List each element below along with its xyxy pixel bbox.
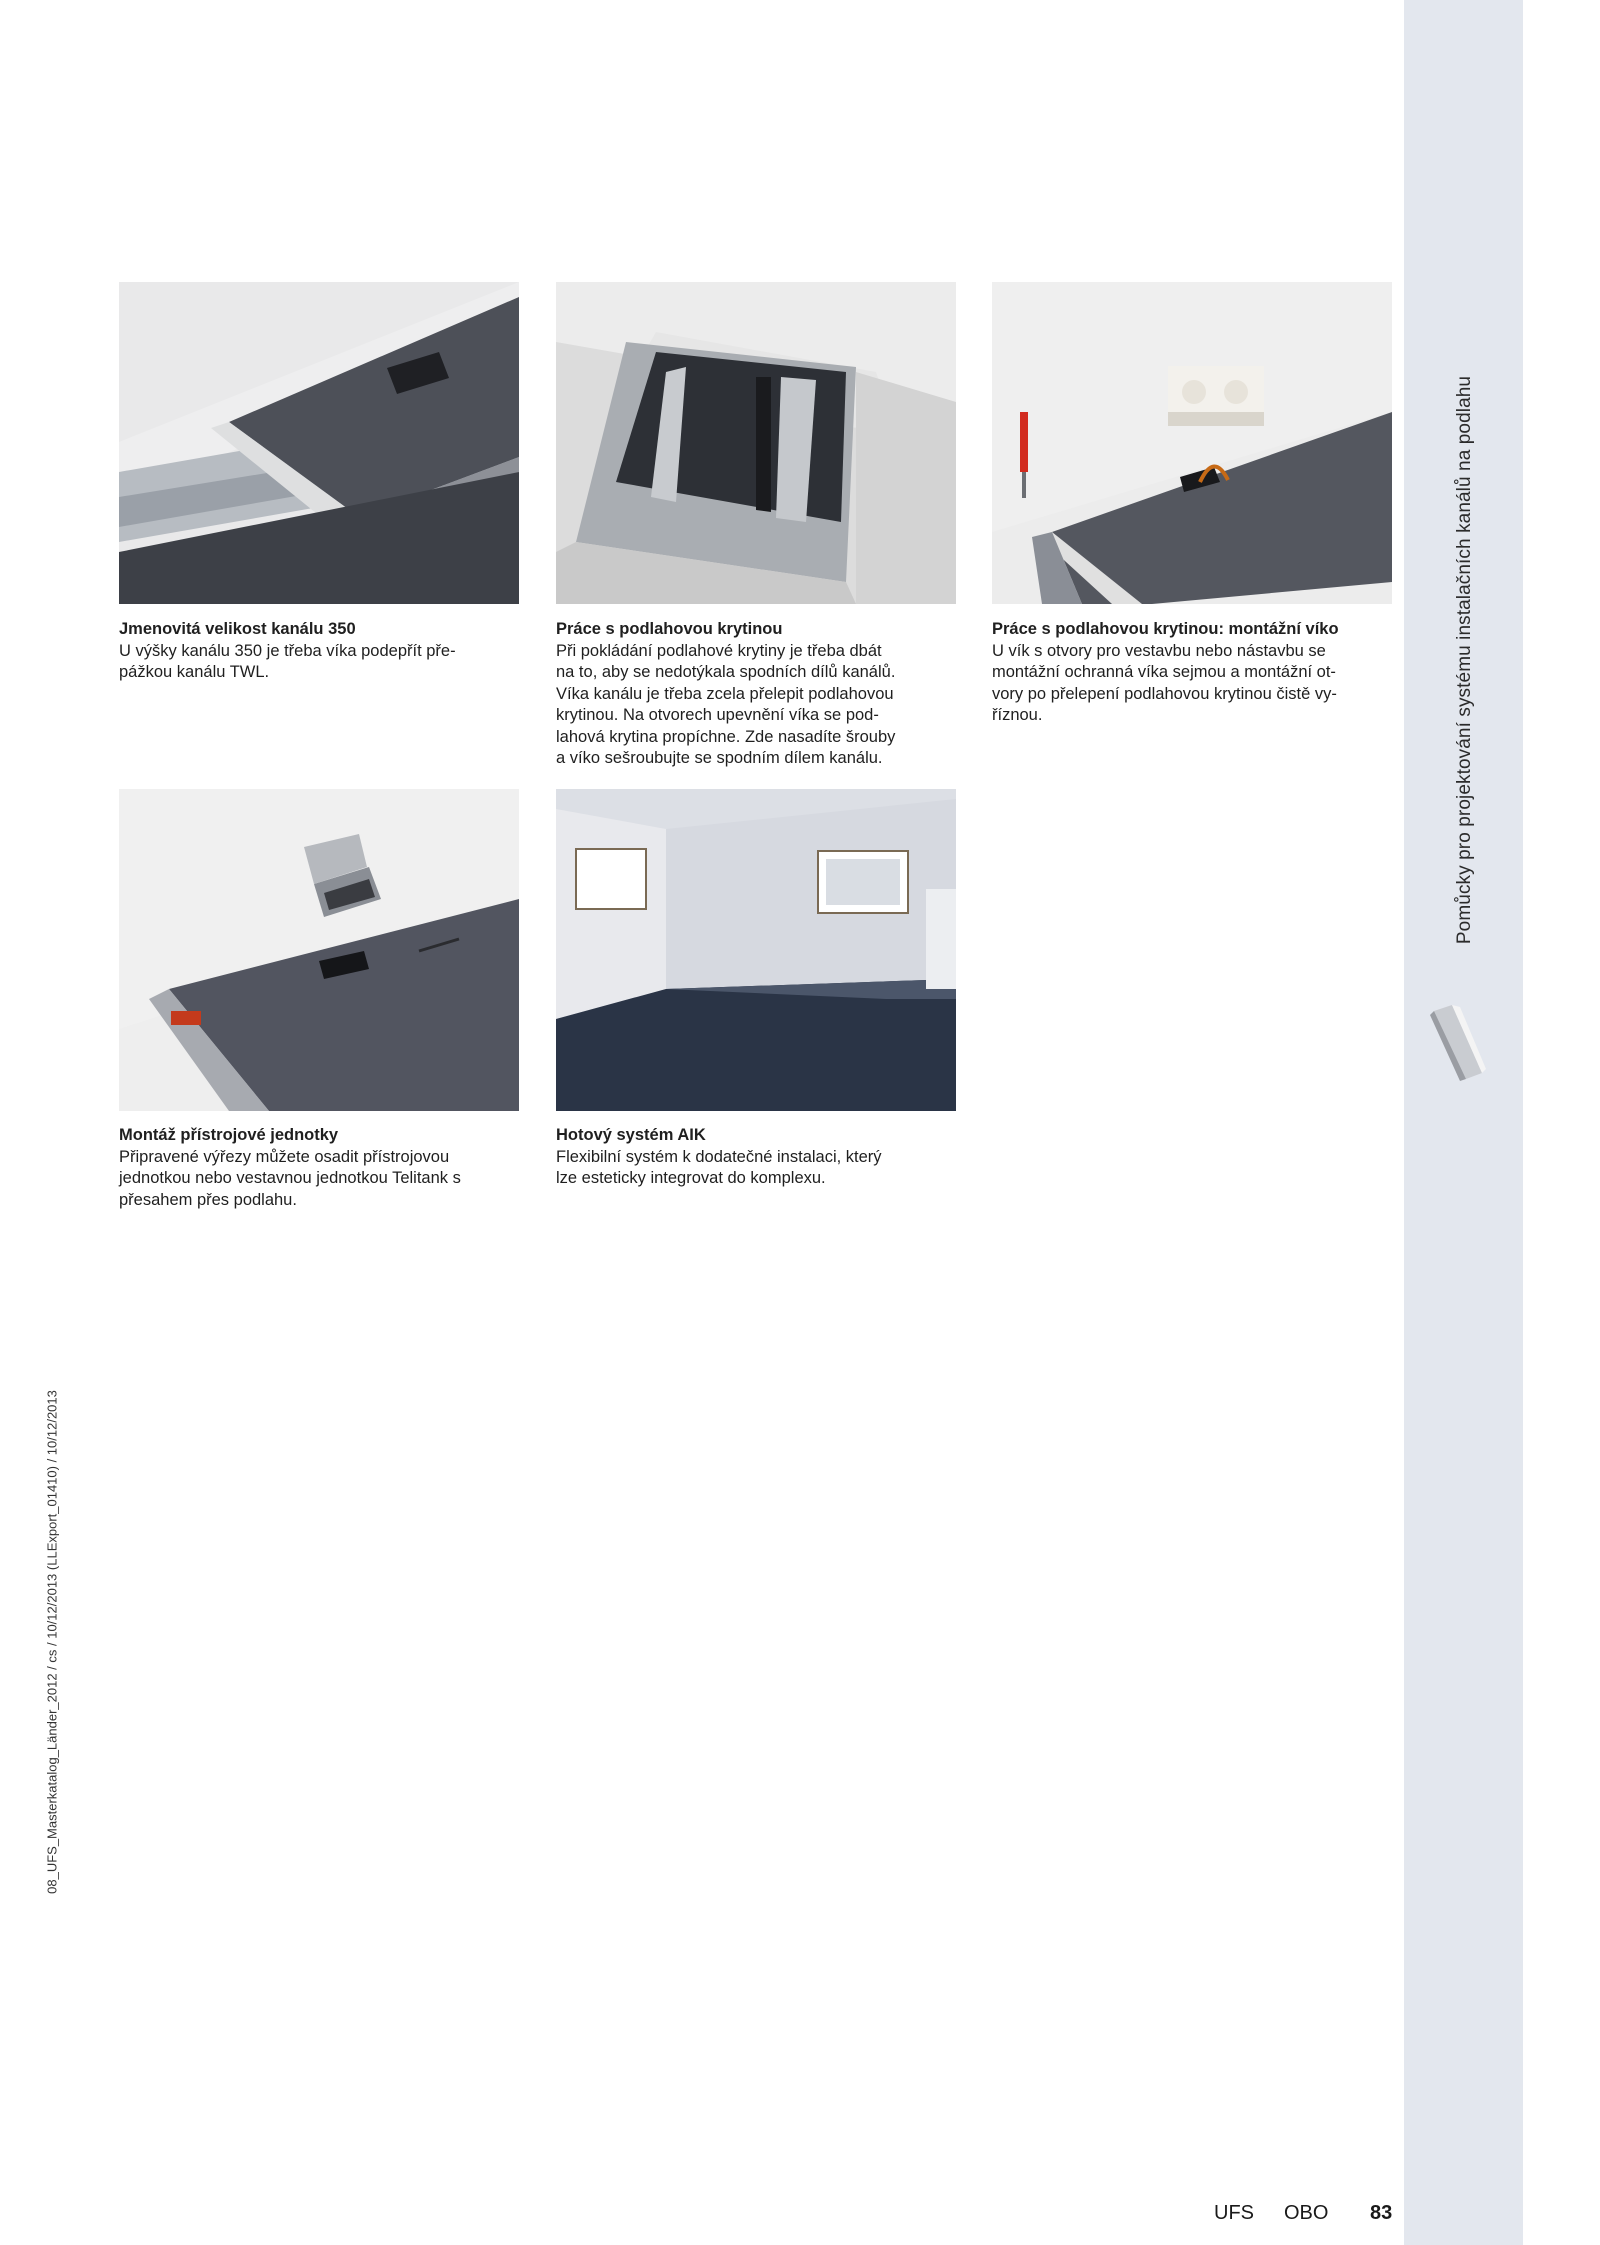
photo-assembly-cover: [992, 282, 1392, 604]
photo-aik-system: [556, 789, 956, 1111]
caption-title: Práce s podlahovou krytinou: montážní víko: [992, 620, 1339, 638]
photo-floor-covering: [556, 282, 956, 604]
caption-body: U vík s otvory pro vestavbu nebo nástavbu se montážní ochranná víka sejmou a montážní ot- vory po přelepení podlahovou krytinou čistě vy- říznou.: [992, 641, 1337, 724]
vertical-file-footer: 08_UFS_Masterkatalog_Länder_2012 / cs / 10/12/2013 (LLExport_01410) / 10/12/2013: [44, 1390, 60, 1894]
caption-body: U výšky kanálu 350 je třeba víka podepřít pře- pážkou kanálu TWL.: [119, 641, 456, 681]
caption-body: Připravené výřezy můžete osadit přístrojovou jednotkou nebo vestavnou jednotkou Telitank s přesahem přes podlahu.: [119, 1147, 461, 1209]
photo-channel-350: [119, 282, 519, 604]
caption-body: Při pokládání podlahové krytiny je třeba dbát na to, aby se nedotýkala spodních dílů kanálů. Víka kanálu je třeba zcela přelepit podlahovou krytinou. Na otvorech upevnění víka se pod- lahová krytina propíchne. Zde nasadíte šrouby a víko sešroubujte se spodním dílem kanálu.: [556, 641, 896, 767]
footer-brand: OBO: [1284, 2202, 1329, 2224]
caption-device-unit: [119, 1125, 519, 1211]
footer-section: UFS: [1214, 2202, 1254, 2224]
caption-title: Jmenovitá velikost kanálu 350: [119, 620, 356, 638]
photo-device-unit: [119, 789, 519, 1111]
sidebar-chapter-title: Pomůcky pro projektování systému instalačních kanálů na podlahu: [1454, 375, 1475, 945]
caption-aik-system: [556, 1125, 956, 1190]
caption-channel-350: [119, 619, 519, 684]
caption-floor-covering: [556, 619, 956, 770]
sidebar-band: [1404, 0, 1523, 2245]
caption-body: Flexibilní systém k dodatečné instalaci, který lze esteticky integrovat do komplexu.: [556, 1147, 882, 1187]
caption-title: Montáž přístrojové jednotky: [119, 1126, 339, 1144]
caption-title: Práce s podlahovou krytinou: [556, 620, 783, 638]
caption-assembly-cover: [992, 619, 1392, 727]
page-number: 83: [1370, 2202, 1393, 2224]
caption-title: Hotový systém AIK: [556, 1126, 706, 1144]
chapter-tab-icon: [1430, 1003, 1488, 1081]
